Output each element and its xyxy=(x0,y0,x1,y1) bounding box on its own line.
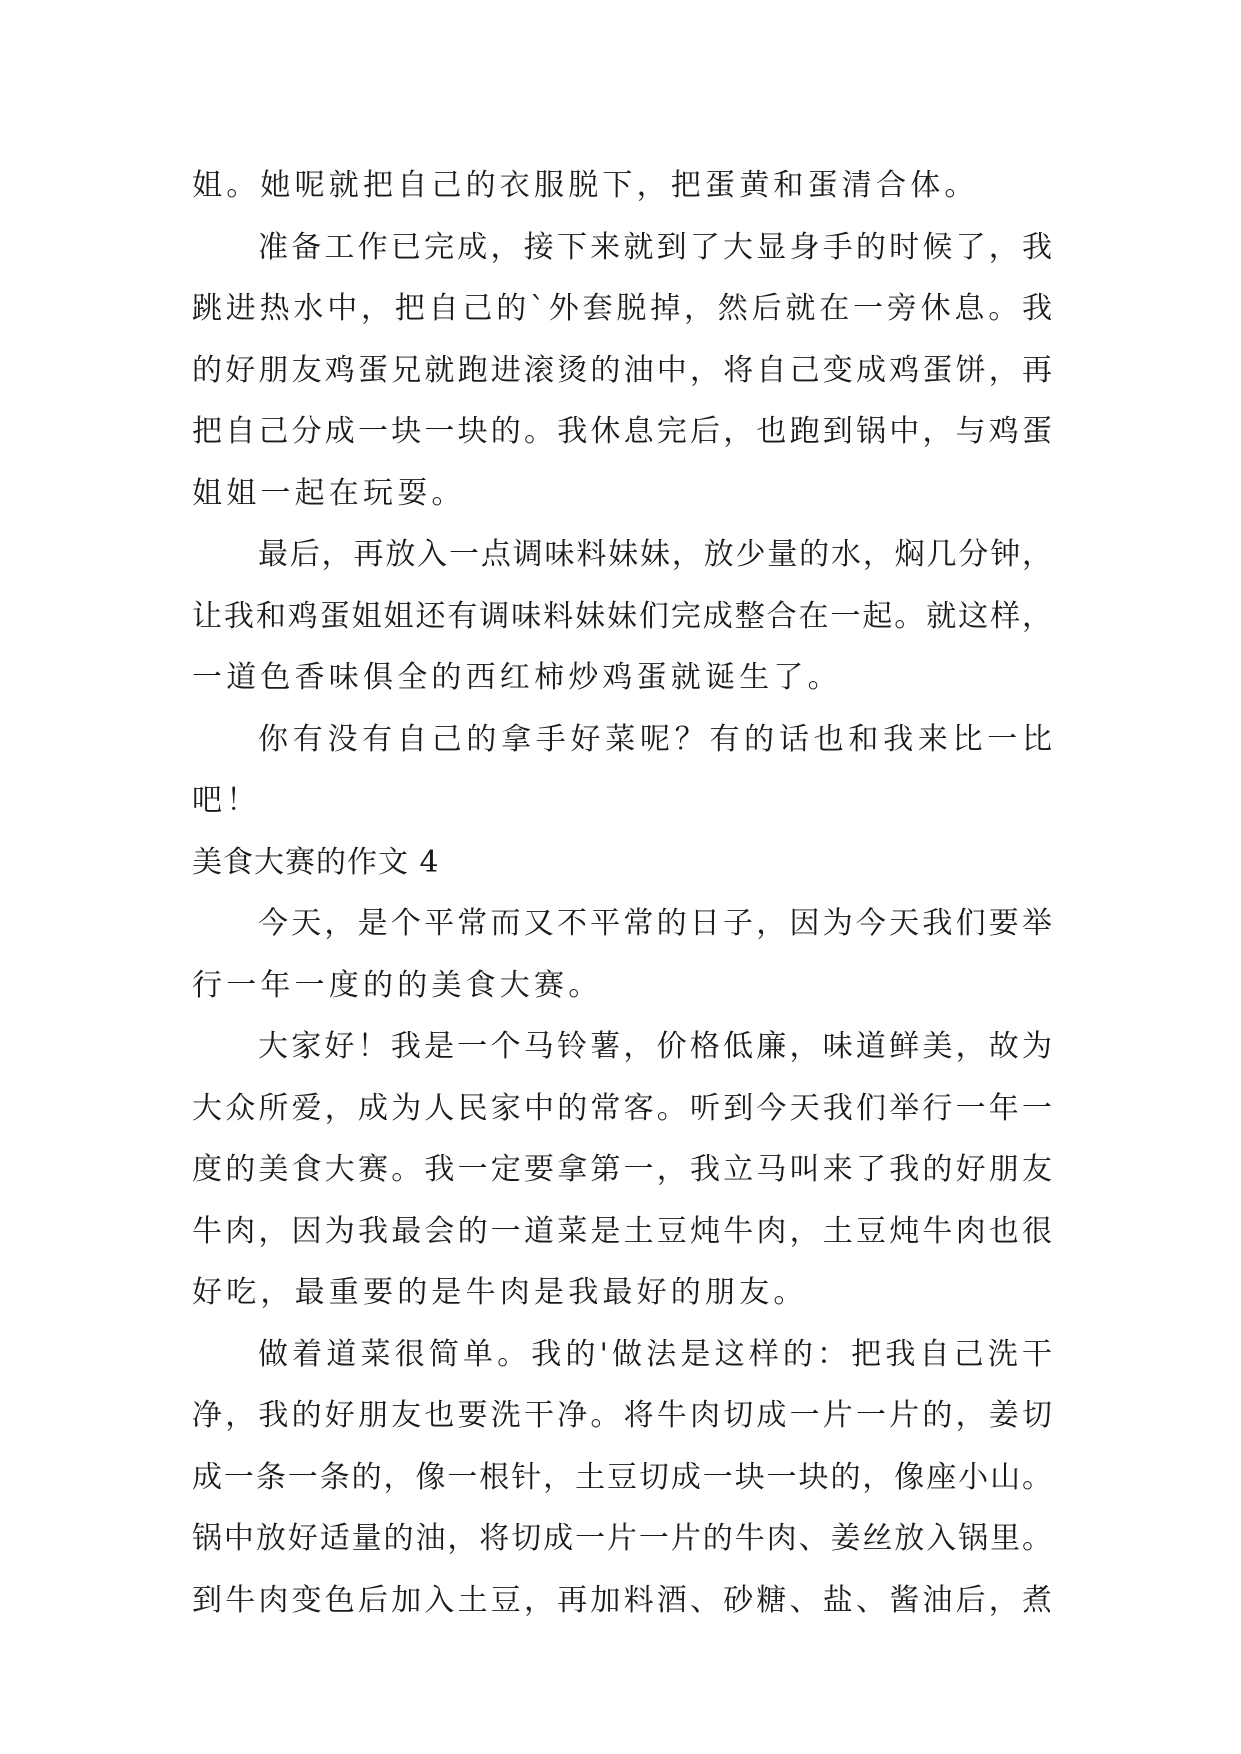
text-line: 到牛肉变色后加入土豆，再加料酒、砂糖、盐、酱油后，煮 xyxy=(192,1582,1052,1618)
text-line: 成一条一条的，像一根针，土豆切成一块一块的，像座小山。 xyxy=(192,1459,1052,1495)
document-body xyxy=(192,155,1052,1631)
text-line: 让我和鸡蛋姐姐还有调味料妹妹们完成整合在一起。就这样， xyxy=(192,598,1052,634)
text-line: 锅中放好适量的油，将切成一片一片的牛肉、姜丝放入锅里。 xyxy=(192,1521,1052,1556)
text-line: 度的美食大赛。我一定要拿第一，我立马叫来了我的好朋友 xyxy=(192,1152,1052,1187)
text-line: 大家好！我是一个马铃薯，价格低廉，味道鲜美，故为 xyxy=(258,1029,1052,1064)
text-line: 准备工作已完成，接下来就到了大显身手的时候了，我 xyxy=(258,229,1052,265)
text-line: 做着道菜很简单。我的'做法是这样的：把我自己洗干 xyxy=(258,1336,1052,1372)
text-line: 吧！ xyxy=(192,783,261,818)
text-line: 牛肉，因为我最会的一道菜是土豆炖牛肉，土豆炖牛肉也很 xyxy=(192,1213,1052,1249)
text-line: 好吃，最重要的是牛肉是我最好的朋友。 xyxy=(192,1275,808,1310)
text-line: 把自己分成一块一块的。我休息完后，也跑到锅中，与鸡蛋 xyxy=(192,414,1052,449)
section-heading: 美食大赛的作文 4 xyxy=(192,844,440,880)
text-line: 最后，再放入一点调味料妹妹，放少量的水，焖几分钟， xyxy=(258,537,1052,572)
text-line: 大众所爱，成为人民家中的常客。听到今天我们举行一年一 xyxy=(192,1090,1052,1126)
text-line: 的好朋友鸡蛋兄就跑进滚烫的油中，将自己变成鸡蛋饼，再 xyxy=(192,352,1052,388)
text-line: 净，我的好朋友也要洗干净。将牛肉切成一片一片的，姜切 xyxy=(192,1398,1052,1433)
text-line: 跳进热水中，把自己的`外套脱掉，然后就在一旁休息。我 xyxy=(192,291,1052,326)
text-line: 今天，是个平常而又不平常的日子，因为今天我们要举 xyxy=(258,906,1052,941)
text-line: 姐。她呢就把自己的衣服脱下，把蛋黄和蛋清合体。 xyxy=(192,168,979,203)
text-line: 一道色香味俱全的西红柿炒鸡蛋就诞生了。 xyxy=(192,660,842,695)
text-line: 姐姐一起在玩耍。 xyxy=(192,475,466,511)
text-line: 你有没有自己的拿手好菜呢？有的话也和我来比一比 xyxy=(258,721,1052,757)
text-line: 行一年一度的的美食大赛。 xyxy=(192,967,603,1003)
